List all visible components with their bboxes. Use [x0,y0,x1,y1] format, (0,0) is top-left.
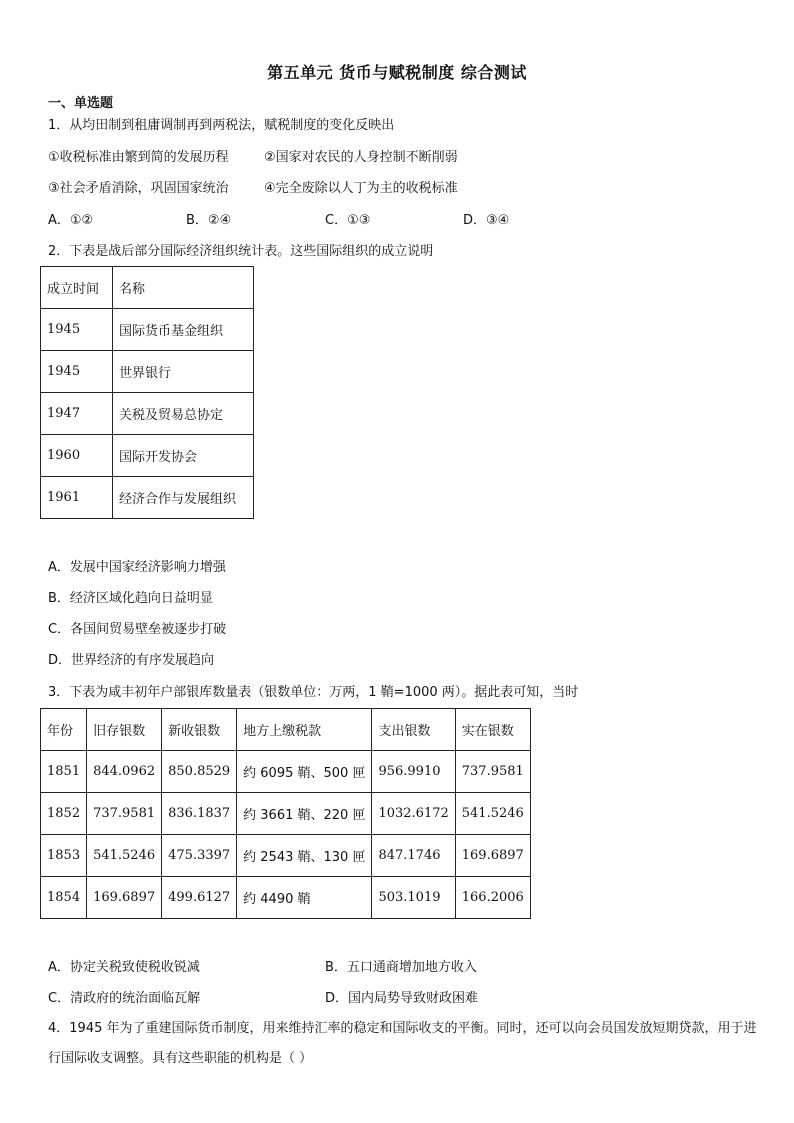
table-row [41,351,254,393]
table-cell: 关税及贸易总协定 [113,393,254,435]
table-cell: 1960 [41,435,113,477]
q1-option-d[interactable]: D．③④ [463,213,510,228]
organizations-table [40,266,254,519]
table-cell: 1947 [41,393,113,435]
table-cell: 1945 [41,309,113,351]
q1-statement-4: ④完全废除以人丁为主的收税标准 [264,181,458,196]
table-cell: 847.1746 [372,835,455,877]
table-cell: 世界银行 [113,351,254,393]
table-cell: 约 6095 鞘、500 匣 [237,751,372,793]
q1-option-c[interactable]: C．①③ [325,213,371,228]
table-cell: 169.6897 [455,835,530,877]
q1-option-a[interactable]: A．①② [48,213,94,228]
table-cell: 1945 [41,351,113,393]
q1-statement-3: ③社会矛盾消除，巩固国家统治 [48,181,229,196]
question-4-stem: 4．1945 年为了重建国际货币制度，用来维持汇率的稳定和国际收支的平衡。同时，还可以向会员国发放短期贷款，用于进行国际收支调整。具有这些职能的机构是（ ） [48,1021,757,1066]
q2-option-d[interactable]: D．世界经济的有序发展趋向 [48,653,215,668]
table-cell: 503.1019 [372,877,455,919]
q2-option-b[interactable]: B．经济区域化趋向日益明显 [48,591,213,606]
table-row [41,793,531,835]
table-header-cell: 年份 [41,709,87,751]
table-cell: 499.6127 [162,877,237,919]
table-cell: 约 4490 鞘 [237,877,372,919]
q1-statement-1: ①收税标准由繁到简的发展历程 [48,150,229,165]
page-title: 第五单元 货币与赋税制度 综合测试 [267,63,527,82]
table-cell: 166.2006 [455,877,530,919]
table-cell: 541.5246 [455,793,530,835]
table-header-cell: 旧存银数 [87,709,162,751]
table-cell: 国际开发协会 [113,435,254,477]
table-cell: 1851 [41,751,87,793]
table-row [41,435,254,477]
silver-treasury-table [40,708,531,919]
q3-option-b[interactable]: B．五口通商增加地方收入 [325,960,477,975]
table-header-cell: 实在银数 [455,709,530,751]
table-cell: 850.8529 [162,751,237,793]
table-cell: 1854 [41,877,87,919]
table-cell: 169.6897 [87,877,162,919]
section-heading: 一、单选题 [48,96,114,111]
q1-statement-2: ②国家对农民的人身控制不断削弱 [264,150,458,165]
question-1-stem: 1．从均田制到租庸调制再到两税法，赋税制度的变化反映出 [48,118,395,133]
table-cell: 1032.6172 [372,793,455,835]
table-row [41,477,254,519]
table-cell: 844.0962 [87,751,162,793]
table-header-row [41,267,254,309]
table-cell: 475.3397 [162,835,237,877]
table-cell: 1961 [41,477,113,519]
q1-option-b[interactable]: B．②④ [186,213,232,228]
table-row [41,877,531,919]
table-cell: 737.9581 [87,793,162,835]
q3-option-a[interactable]: A．协定关税致使税收锐减 [48,960,200,975]
q3-option-d[interactable]: D．国内局势导致财政困难 [325,991,479,1006]
table-cell: 约 3661 鞘、220 匣 [237,793,372,835]
table-cell: 737.9581 [455,751,530,793]
table-cell: 1852 [41,793,87,835]
table-cell: 国际货币基金组织 [113,309,254,351]
table-header-cell: 地方上缴税款 [237,709,372,751]
table-row [41,309,254,351]
table-row [41,835,531,877]
question-2-stem: 2．下表是战后部分国际经济组织统计表。这些国际组织的成立说明 [48,244,434,259]
table-header-cell: 新收银数 [162,709,237,751]
table-row [41,393,254,435]
table-cell: 经济合作与发展组织 [113,477,254,519]
table-cell: 约 2543 鞘、130 匣 [237,835,372,877]
table-cell: 836.1837 [162,793,237,835]
q2-option-c[interactable]: C．各国间贸易壁垒被逐步打破 [48,622,227,637]
question-3-stem: 3．下表为咸丰初年户部银库数量表（银数单位：万两，1 鞘=1000 两）。据此表可知，当时 [48,685,579,700]
table-row [41,751,531,793]
table-header-cell: 成立时间 [41,267,113,309]
table-cell: 541.5246 [87,835,162,877]
table-header-cell: 支出银数 [372,709,455,751]
q2-option-a[interactable]: A．发展中国家经济影响力增强 [48,560,226,575]
table-header-cell: 名称 [113,267,254,309]
table-header-row [41,709,531,751]
q3-option-c[interactable]: C．清政府的统治面临瓦解 [48,991,201,1006]
table-cell: 956.9910 [372,751,455,793]
table-cell: 1853 [41,835,87,877]
